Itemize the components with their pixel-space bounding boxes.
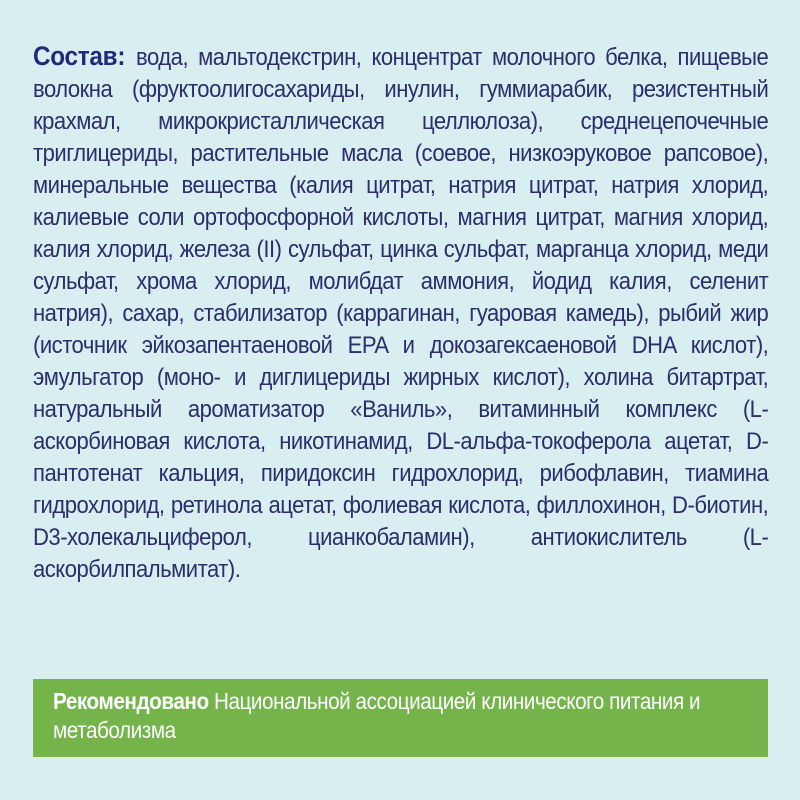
recommendation-band <box>33 679 768 757</box>
recommendation-text-block <box>53 687 746 745</box>
composition-block <box>33 40 768 586</box>
composition-text: вода, мальтодекстрин, концентрат молочного белка, пищевые волокна (фруктоолигосахариды, инулин, гуммиарабик, резистентный крахмал, микрокристаллическая целлюлоза), среднецепочечные триглицериды, растительные масла (соевое, низкоэруковое рапсовое), минеральные вещества (калия цитрат, натрия цитрат, натрия хлорид, калиевые соли ортофосфорной кислоты, магния цитрат, магния хлорид, калия хлорид, железа (II) сульфат, цинка сульфат, марганца хлорид, меди сульфат, хрома хлорид, молибдат аммония, йодид калия, селенит натрия), сахар, стабилизатор (каррагинан, гуаровая камедь), рыбий жир (источник эйкозапентаеновой EPA и докозагексаеновой DHA кислот), эмульгатор (моно- и диглицериды жирных кислот), холина битартрат, натуральный ароматизатор «Ваниль», витаминный комплекс (L-аскорбиновая кислота, никотинамид, DL-альфа-токоферола ацетат, D-пантотенат кальция, пиридоксин гидрохлорид, рибофлавин, тиамина гидрохлорид, ретинола ацетат, фолиевая кислота, филлохинон, D-биотин, D3-холекальциферол, цианкобаламин), антиокислитель (L-аскорбилпальмитат). <box>33 44 769 583</box>
recommendation-label: Рекомендовано <box>53 688 214 714</box>
composition-label: Состав: <box>33 41 137 71</box>
recommendation-text: Национальной ассоциацией клинического питания и метаболизма <box>53 688 701 743</box>
